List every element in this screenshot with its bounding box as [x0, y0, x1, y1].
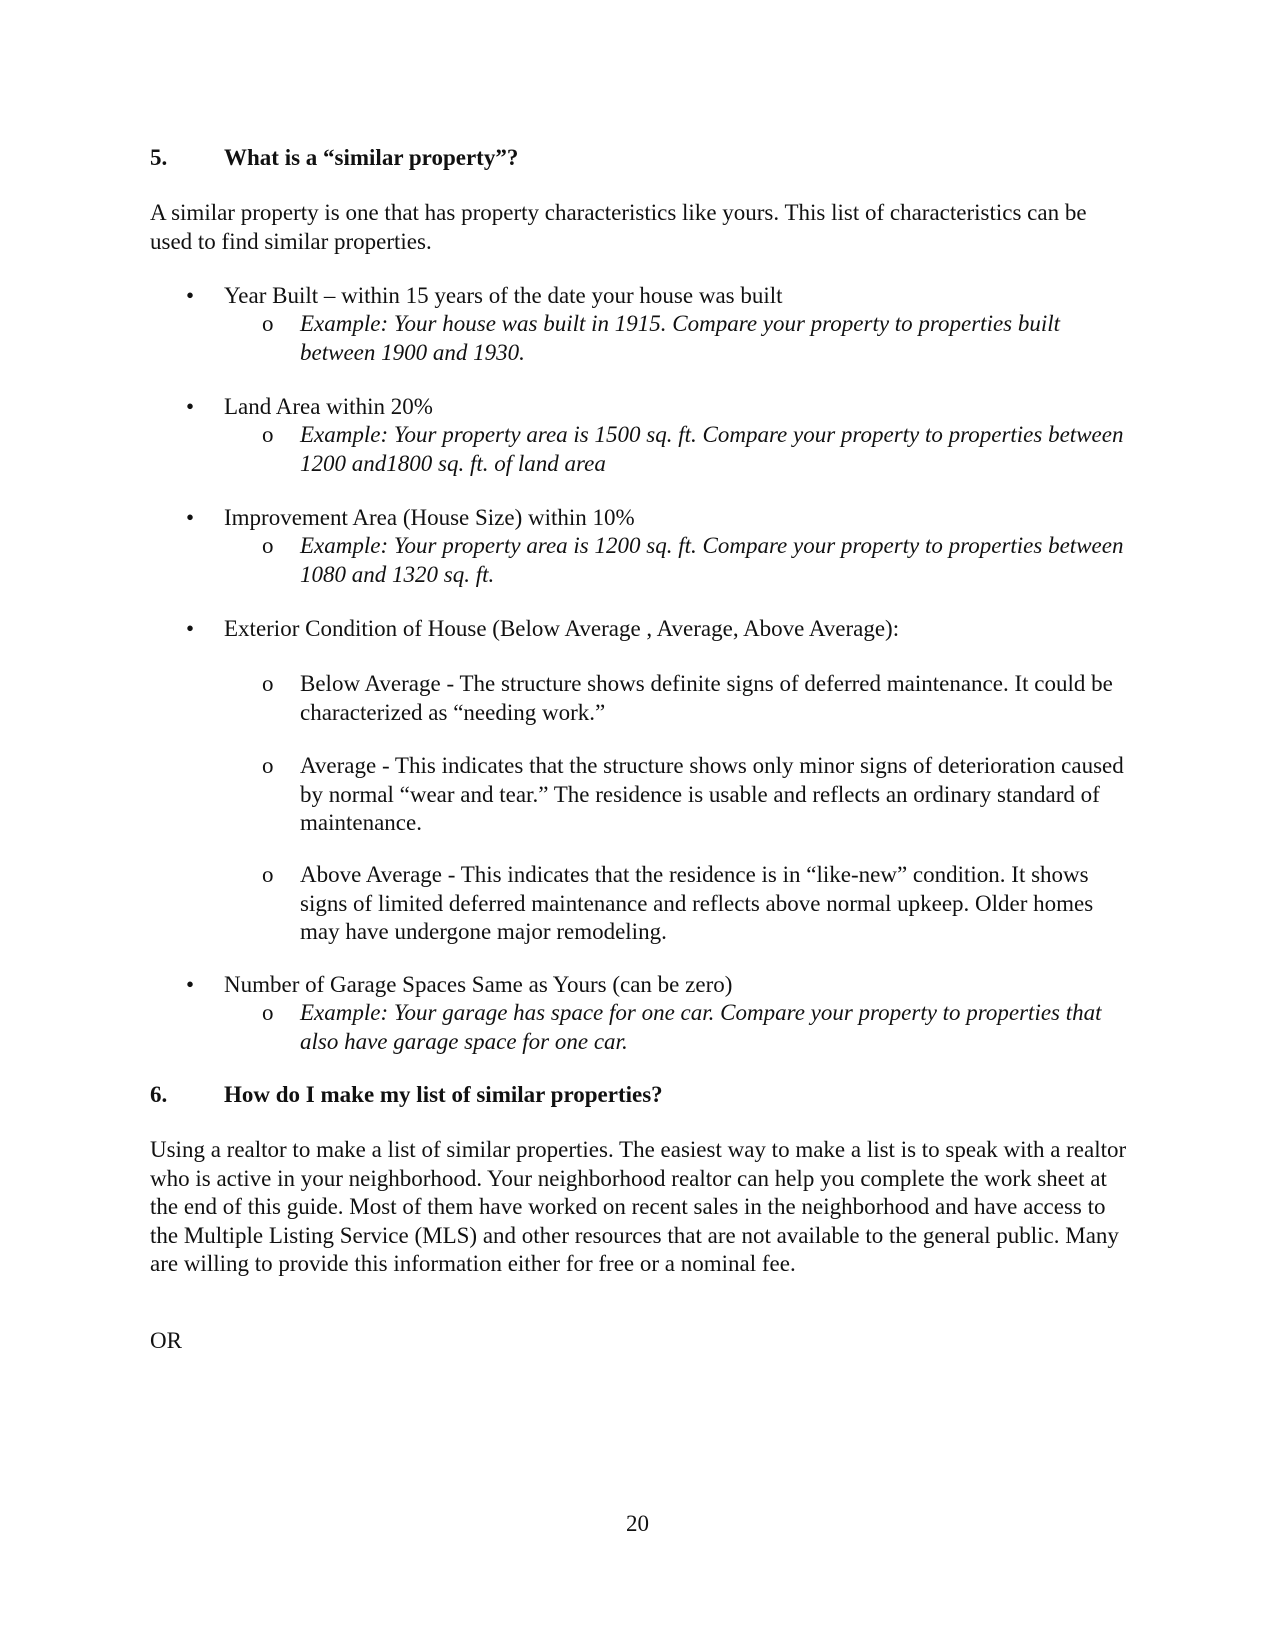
or-text: OR: [150, 1328, 182, 1353]
sub-bullet: o: [262, 1000, 274, 1025]
page-number: 20: [626, 1511, 649, 1536]
sub-item-text: Example: Your garage has space for one car. Compare your property to properties that also have garage space for one car.: [300, 1000, 1102, 1054]
section-5-title: What is a “similar property”?: [224, 145, 519, 170]
bullet-dot: •: [186, 972, 195, 997]
sub-item-text: Average - This indicates that the structure shows only minor signs of deterioration caused by normal “wear and tear.” The residence is usable and reflects an ordinary standard of maintenance.: [300, 753, 1124, 835]
sub-item-text: Example: Your property area is 1200 sq. ft. Compare your property to properties between 1080 and 1320 sq. ft.: [300, 533, 1124, 587]
sub-bullet: o: [262, 422, 274, 447]
sub-item-text: Example: Your property area is 1500 sq. ft. Compare your property to properties between 1200 and1800 sq. ft. of land area: [300, 422, 1124, 476]
bullet-dot: •: [186, 394, 195, 419]
section-5-intro: A similar property is one that has property characteristics like yours. This list of characteristics can be used to find similar properties.: [150, 200, 1087, 254]
document-page: [150, 0, 1130, 1650]
sub-bullet: o: [262, 533, 274, 558]
sub-bullet: o: [262, 671, 274, 696]
sub-item-text: Below Average - The structure shows definite signs of deferred maintenance. It could be characterized as “needing work.”: [300, 671, 1113, 725]
section-5-number: 5.: [150, 145, 168, 170]
section-6-number: 6.: [150, 1082, 168, 1107]
sub-bullet: o: [262, 311, 274, 336]
bullet-dot: •: [186, 283, 195, 308]
section-6-body: Using a realtor to make a list of similar properties. The easiest way to make a list is to speak with a realtor who is active in your neighborhood. Your neighborhood realtor can help you complete the work sheet at the end of this guide. Most of them have worked on recent sales in the neighborhood and have access to the Multiple Listing Service (MLS) and other resources that are not available to the general public. Many are willing to provide this information either for free or a nominal fee.: [150, 1137, 1127, 1276]
sub-item-text: Above Average - This indicates that the residence is in “like-new” condition. It shows signs of limited deferred maintenance and reflects above normal upkeep. Older homes may have undergone major remodeling.: [300, 862, 1094, 944]
bullet-text: Improvement Area (House Size) within 10%: [224, 505, 635, 530]
section-6-title: How do I make my list of similar properties?: [224, 1082, 663, 1107]
bullet-text: Exterior Condition of House (Below Average , Average, Above Average):: [224, 616, 900, 641]
sub-bullet: o: [262, 862, 274, 887]
bullet-text: Number of Garage Spaces Same as Yours (can be zero): [224, 972, 733, 997]
bullet-dot: •: [186, 505, 195, 530]
sub-item-text: Example: Your house was built in 1915. Compare your property to properties built between 1900 and 1930.: [300, 311, 1061, 365]
sub-bullet: o: [262, 753, 274, 778]
bullet-dot: •: [186, 616, 195, 641]
bullet-text: Year Built – within 15 years of the date your house was built: [224, 283, 783, 308]
bullet-text: Land Area within 20%: [224, 394, 433, 419]
